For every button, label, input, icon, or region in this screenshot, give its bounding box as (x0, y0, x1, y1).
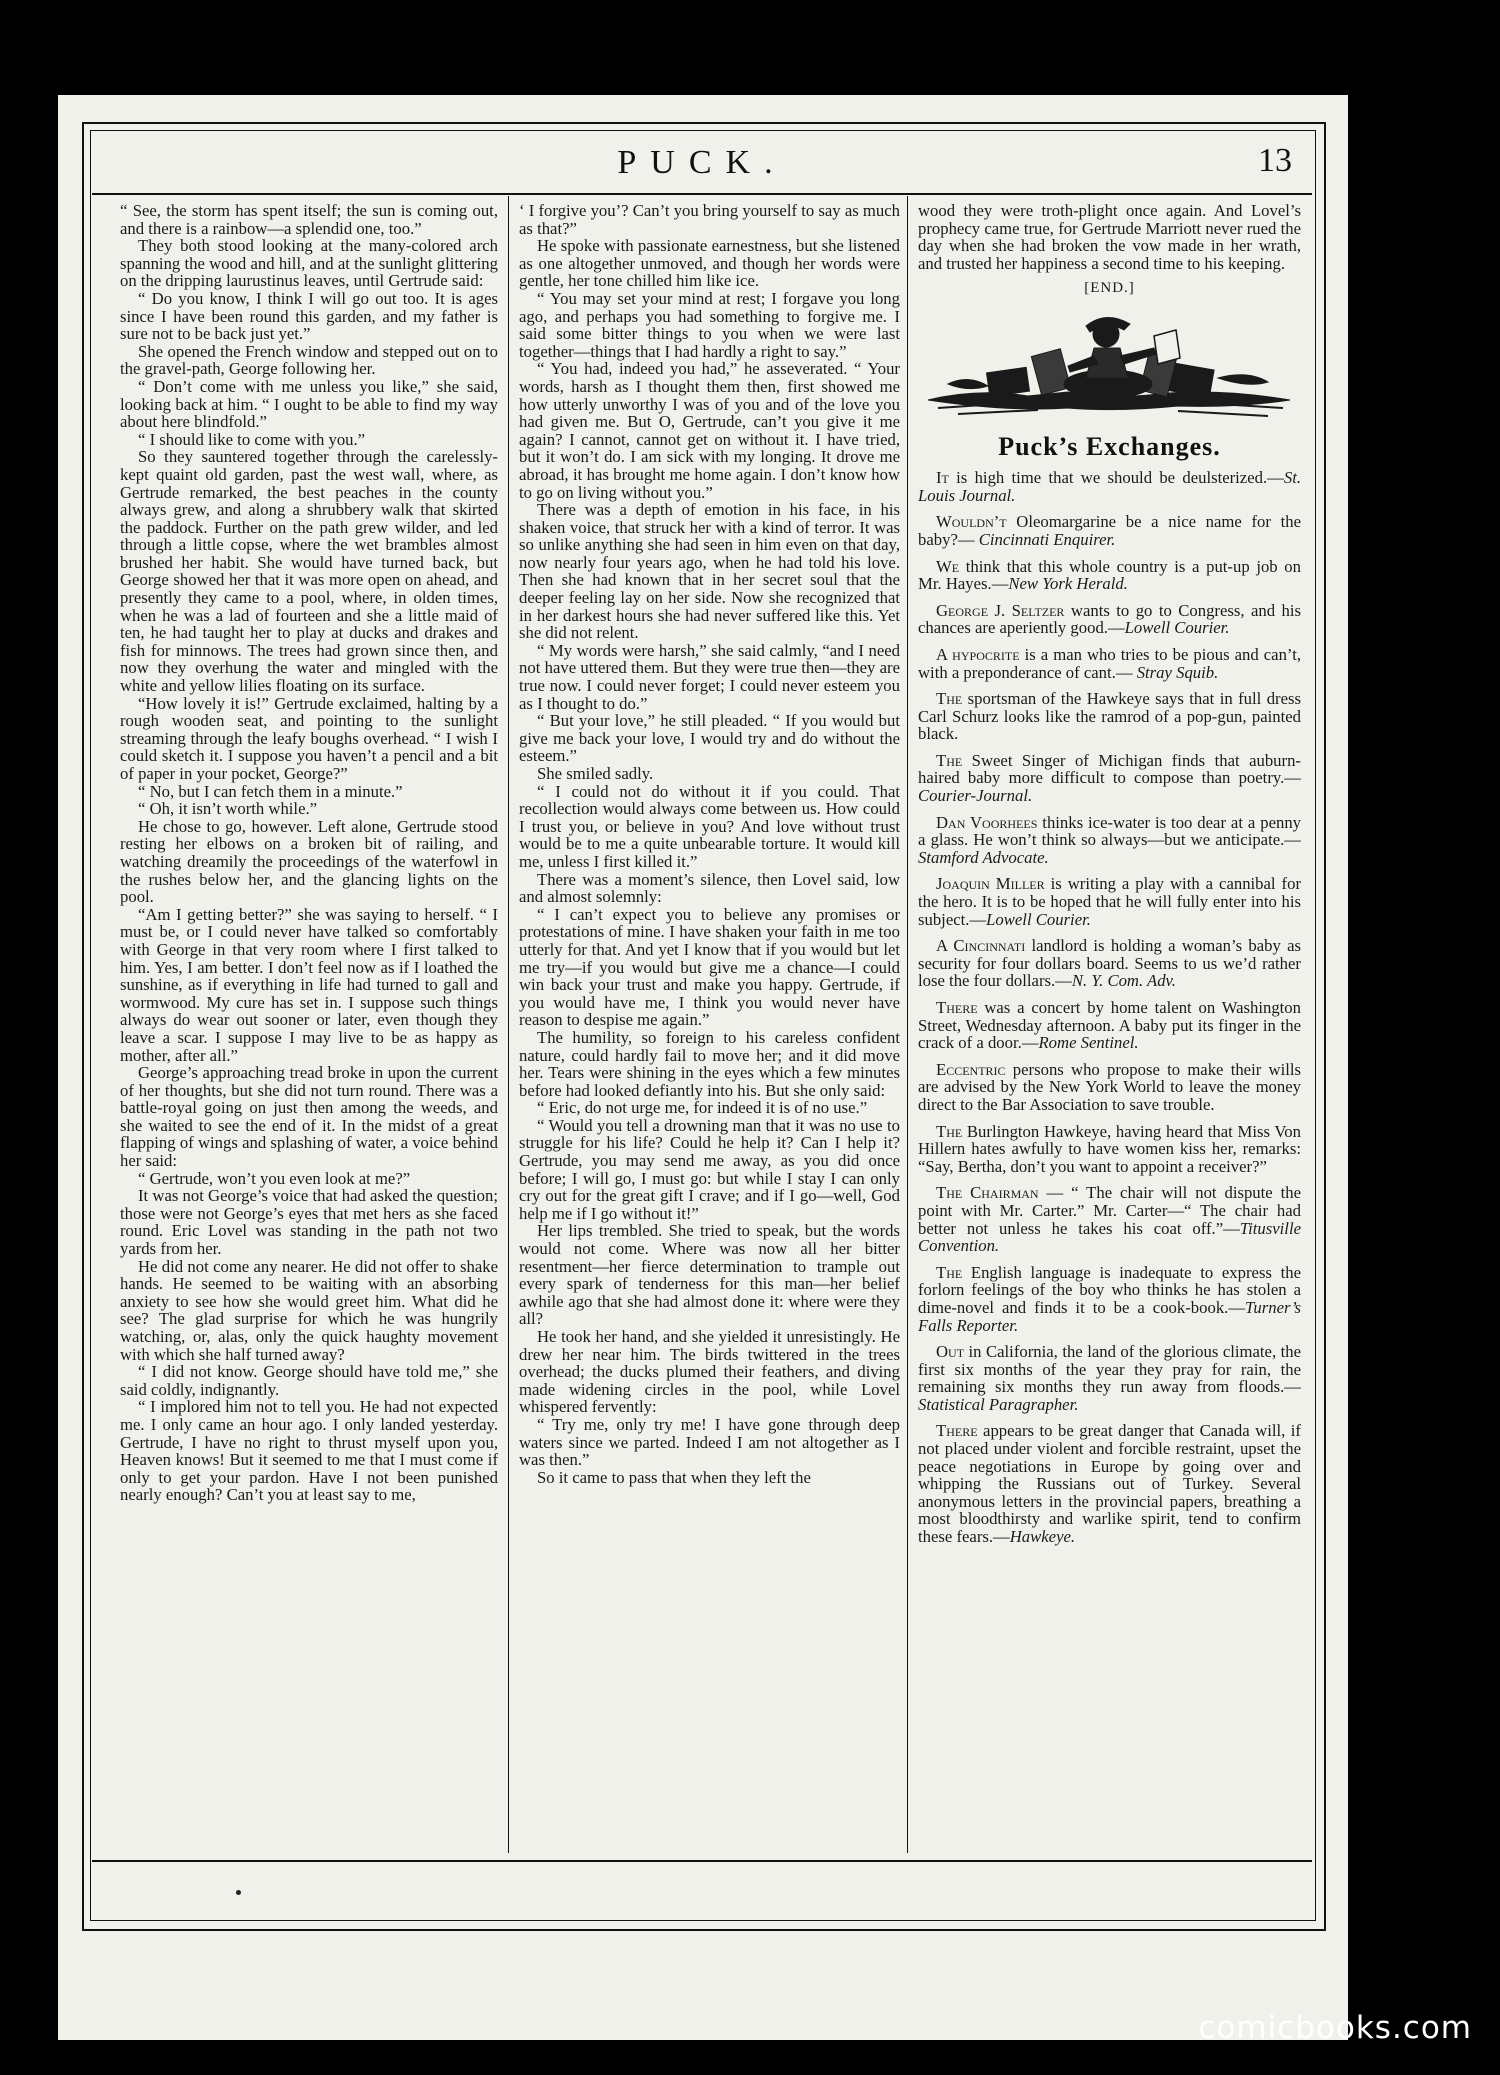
paragraph: “ Eric, do not urge me, for indeed it is of no use.” (537, 1098, 868, 1118)
paragraph: George’s approaching tread broke in upon the current of her thoughts, but she did not turn round. There was a battle-royal going on just then among the weeds, and she waited to see the end of it. In the midst of a great flapping of wings and splashing of water, a voice behind her said: (120, 1063, 498, 1171)
exchange-source: Lowell Courier. (1124, 618, 1230, 638)
exchange-source: N. Y. Com. Adv. (1071, 971, 1176, 991)
exchange-text: Burlington Hawkeye, having heard that Miss Von Hillern hates awfully to have women kiss her, remarks: “Say, Bertha, don’t you want to appoint a receiver?” (918, 1121, 1301, 1176)
exchange-item (918, 602, 1301, 637)
exchange-text: — “ The chair will not dispute the point with Mr. Carter.” Mr. Carter—“ The chair had better not unless he takes his coat off.”— (918, 1183, 1301, 1238)
page-speck (236, 1890, 241, 1895)
footer-rule (92, 1860, 1312, 1862)
paragraph: He did not come any nearer. He did not offer to shake hands. He seemed to be waiting with an absorbing anxiety to see how she would greet him. What did he see? The glad surprise for which he was hungrily watching, or, alas, only the quick haughty movement with which she half turned away? (120, 1256, 498, 1364)
exchange-lead: Wouldn’t (936, 512, 1007, 532)
exchange-source: St. Louis Journal. (918, 468, 1301, 505)
page-number: 13 (1258, 142, 1292, 179)
paragraph: “ I can’t expect you to believe any promises or protestations of mine. I have shaken your faith in me too utterly for that. And yet I know that if you would but let me try—if you would but give me a chance—I could win back your trust and make you happy. Gertrude, if you would have me, I think you would never have reason to despise me again.” (519, 904, 900, 1030)
exchange-text: landlord is holding a woman’s baby as security for four dollars board. Seems to us we’d rather lose the four dollars.— (918, 936, 1301, 991)
exchange-text: persons who propose to make their wills are advised by the New York World to leave the money direct to the Bar Association to save trouble. (918, 1059, 1301, 1114)
exchange-lead: Out (936, 1342, 965, 1362)
story-column-1 (120, 202, 498, 1842)
paragraph: She opened the French window and stepped out on to the gravel-path, George following her. (120, 341, 498, 379)
page-header (92, 138, 1312, 188)
paragraph: Her lips trembled. She tried to speak, but the words would not come. Where was now all her bitter resentment—her fierce determination to trample out every spark of tenderness for this man—her belief awhile ago that she had almost done it: where were they all? (519, 1221, 900, 1329)
exchange-source: Statistical Paragrapher. (918, 1394, 1079, 1414)
exchange-item (918, 558, 1301, 593)
paragraph: “ You had, indeed you had,” he asseverated. “ Your words, harsh as I thought them then, first showed me how utterly unworthy I was of you and of the love you had given me. But O, Gertrude, can’t you give it me again? I cannot, cannot get on without it. I have tried, but it won’t do. I am sick with my longing. It drove me abroad, it has brought me home again. I don’t know how to go on living without you.” (519, 359, 900, 502)
column-divider (508, 196, 509, 1853)
exchange-text: is high time that we should be deulsterized.— (948, 468, 1284, 488)
story-ending: wood they were troth-plight once again. And Lovel’s prophecy came true, for Gertrude Marriott never rued the day when she had broken the vow made in her wrath, and trusted her happiness a second time to his keeping. (918, 202, 1301, 273)
exchange-text: English language is inadequate to express the forlorn feelings of the boy who thinks he has stolen a dime-novel and finds it to be a cook-book.— (918, 1262, 1301, 1317)
exchange-item (918, 937, 1301, 990)
paragraph: “ I should like to come with you.” (138, 429, 366, 449)
paragraph: He took her hand, and she yielded it unresistingly. He drew her near him. The birds twittered in the trees overhead; the ducks plumed their feathers, and diving made widening circles in the pool, while Lovel whispered fervently: (519, 1327, 900, 1417)
exchange-item (918, 999, 1301, 1052)
exchange-text: think that this whole country is a put-up job on Mr. Hayes.— (918, 556, 1301, 594)
paragraph: “ No, but I can fetch them in a minute.” (138, 781, 403, 801)
exchange-lead: The (936, 750, 963, 770)
exchange-text: wants to go to Congress, and his chances are aperiently good.— (918, 600, 1301, 638)
column-divider (907, 196, 908, 1853)
paragraph: He chose to go, however. Left alone, Gertrude stood resting her elbows on a broken bit of railing, and watching dreamily the proceedings of the waterfowl in the rushes below her, and the glancing lights on the pool. (120, 816, 498, 907)
exchange-text: Oleomargarine be a nice name for the baby?— (918, 512, 1301, 549)
exchange-source: Hawkeye. (1009, 1527, 1076, 1547)
exchange-text: appears to be great danger that Canada will, if not placed under violent and forcible restraint, upset the peace negotiations in Europe by going over and whipping the Russians out of Turkey. Several anonymous letters in the provincial papers, breathing a most bloodthirsty and warlike spirit, tend to confirm these fears.— (918, 1421, 1301, 1547)
exchange-lead: The (936, 1121, 963, 1141)
paragraph: So it came to pass that when they left the (537, 1467, 811, 1487)
paragraph: ‘ I forgive you’? Can’t you bring yourself to say as much as that?” (519, 202, 900, 238)
exchange-lead: Joaquin Miller (936, 874, 1045, 894)
exchange-item (918, 1422, 1301, 1545)
exchange-lead: We (936, 556, 960, 576)
paragraph: “ I could not do without it if you could. That recollection would always come between us. How could I trust you, or believe in you? And love without trust would be to me a quite unbearable torture. It would kill me, unless I first killed it.” (519, 781, 900, 871)
exchange-lead: There (936, 1421, 978, 1441)
exchange-item (918, 1264, 1301, 1334)
exchange-lead: The (936, 1262, 963, 1282)
exchange-source: Turner’s Falls Reporter. (918, 1297, 1301, 1335)
paragraph: “ You may set your mind at rest; I forgave you long ago, and perhaps you had something to forgive me. I said some bitter things to you when we were last together—things that I had hardly a right to say.” (519, 288, 900, 361)
story-column-2 (519, 202, 900, 1842)
paragraph: There was a moment’s silence, then Lovel said, low and almost solemnly: (519, 869, 900, 907)
exchange-lead: Eccentric (936, 1059, 1006, 1079)
header-rule (92, 193, 1312, 195)
paragraph: “ Do you know, I think I will go out too. It is ages since I have been round this garden, and my father is sure not to be back just yet.” (120, 288, 498, 344)
paragraph: “Am I getting better?” she was saying to herself. “ I must be, or I could never have talked so comfortably with George in that very room where I first talked to him. Yes, I am better. I don’t feel now as if I loathed the sunshine, as if everything in life had turned to gall and wormwood. My cure has set in. I suppose such things always do wear out sooner or later, even though they leave a scar. I suppose I may live to be as happy as mother, after all.” (120, 904, 498, 1065)
paragraph: “ Gertrude, won’t you even look at me?” (138, 1168, 411, 1188)
exchange-source: New York Herald. (1008, 574, 1128, 594)
paragraph: So they sauntered together through the carelessly-kept quaint old garden, past the west wall, where, as Gertrude remarked, the best peaches in the county always grew, and along a shrubbery walk that skirted the paddock. Further on the path grew wilder, and led through a little copse, where the wet brambles almost brushed her habit. She would have turned back, but George showed her that it was more open on ahead, and presently they came to a pool, where, in olden times, when he was a lad of fourteen and she a little maid of ten, he had taught her to play at ducks and drakes and fish for minnows. The trees had grown since then, and now they overhung the water and mingled with the white and yellow lilies floating on its surface. (120, 447, 498, 696)
paragraph: “How lovely it is!” Gertrude exclaimed, halting by a rough wooden seat, and pointing to the sunlight streaming through the leafy boughs overhead. “ I wish I could sketch it. I suppose you haven’t a pencil and a bit of paper in your pocket, George?” (120, 693, 498, 783)
exchange-item (918, 1061, 1301, 1114)
exchange-source: Cincinnati Enquirer. (978, 529, 1116, 549)
exchange-item (918, 469, 1301, 504)
exchange-source: Courier-Journal. (918, 786, 1033, 806)
exchange-item (918, 752, 1301, 805)
exchange-item (918, 513, 1301, 548)
paragraph: They both stood looking at the many-colored arch spanning the wood and hill, and at the sunlight glittering on the dripping laurustinus leaves, until Gertrude said: (120, 236, 498, 291)
exchange-text: Sweet Singer of Michigan finds that auburn-haired baby more difficult to compose than poetry.— (918, 750, 1301, 788)
exchange-text: in California, the land of the glorious climate, the first six months of the year they pray for rain, the remaining six months they run away from floods.— (918, 1342, 1301, 1397)
paragraph: He spoke with passionate earnestness, but she listened as one altogether unmoved, and though her words were gentle, her tone chilled him like ice. (519, 236, 900, 291)
exchanges-list (918, 469, 1301, 1545)
paragraph: “ Don’t come with me unless you like,” she said, looking back at him. “ I ought to be able to find my way about here blindfold.” (120, 376, 498, 432)
column-3 (918, 202, 1301, 1842)
paragraph: “ I did not know. George should have told me,” she said coldly, indignantly. (120, 1362, 498, 1399)
paragraph: The humility, so foreign to his careless confident nature, could hardly fail to move her; and it did move her. Tears were shining in the eyes which a few minutes before had looked defiantly into his. But she only said: (519, 1027, 900, 1100)
paragraph: “ I implored him not to tell you. He had not expected me. I only came an hour ago. I only landed yesterday. Gertrude, I have no right to thrust myself upon you, Heaven knows! But it seemed to me that I must come if only to get your pardon. Have I not been punished nearly enough? Can’t you at least say to me, (120, 1397, 498, 1505)
watermark-text: comicbooks.com (1198, 2010, 1472, 2046)
exchange-source: Rome Sentinel. (1038, 1033, 1139, 1053)
exchange-lead: George J. Seltzer (936, 600, 1065, 620)
exchange-text: is writing a play with a cannibal for the hero. It is to be hoped that he will fully enter into his subject.— (918, 874, 1301, 929)
puck-vignette-illustration (918, 308, 1301, 428)
exchange-item (918, 690, 1301, 743)
exchange-text: is a man who tries to be pious and can’t, with a preponderance of cant.— (918, 644, 1301, 682)
exchange-item (918, 646, 1301, 681)
exchange-lead: It (936, 468, 949, 488)
exchange-item (918, 1343, 1301, 1413)
exchange-item (918, 875, 1301, 928)
exchange-lead: A Cincinnati (936, 936, 1026, 956)
exchanges-heading: Puck’s Exchanges. (998, 431, 1221, 461)
end-mark: [END.] (1084, 280, 1135, 297)
exchange-text: thinks ice-water is too dear at a penny a glass. He won’t think so always—but we anticipate.— (918, 812, 1301, 850)
exchange-source: Stamford Advocate. (918, 847, 1049, 867)
exchange-lead: A hypocrite (936, 644, 1020, 664)
exchange-source: Stray Squib. (1136, 662, 1219, 682)
exchange-text: sportsman of the Hawkeye says that in full dress Carl Schurz looks like the ramrod of a pop-gun, painted black. (918, 689, 1301, 744)
paragraph: “ Would you tell a drowning man that it was no use to struggle for his life? Could he help it? Can I help it? Gertrude, you may send me away, as you did once before; I will go, I must go: but while I stay I can only cry out for the great gift I crave; and if I go—well, God help me if I go without it!” (519, 1115, 900, 1223)
paragraph: “ Try me, only try me! I have gone through deep waters since we parted. Indeed I am not altogether as I was then.” (519, 1414, 900, 1470)
masthead-title: PUCK. (617, 144, 787, 181)
exchange-lead: There (936, 998, 978, 1017)
exchange-item (918, 814, 1301, 867)
exchange-lead: Dan Voorhees (936, 812, 1038, 832)
paragraph: “ See, the storm has spent itself; the sun is coming out, and there is a rainbow—a splendid one, too.” (120, 202, 498, 238)
exchange-item (918, 1123, 1301, 1176)
paragraph: “ Oh, it isn’t worth while.” (138, 799, 318, 819)
paragraph: She smiled sadly. (537, 764, 654, 783)
exchange-source: Lowell Courier. (986, 909, 1091, 929)
paragraph: “ But your love,” he still pleaded. “ If you would but give me back your love, I would try and do without the esteem.” (519, 711, 900, 766)
paragraph: “ My words were harsh,” she said calmly, “and I need not have uttered them. But they were true then—they are true now. I could never forget; I could never esteem you as I thought to do.” (519, 640, 900, 713)
paragraph: It was not George’s voice that had asked the question; those were not George’s eyes that met hers as she faced round. Eric Lovel was standing in the path not two yards from her. (120, 1186, 498, 1259)
exchange-text: was a concert by home talent on Washington Street, Wednesday afternoon. A baby put its finger in the crack of a door.— (918, 998, 1301, 1053)
exchange-lead: The Chairman (936, 1183, 1039, 1203)
paragraph: There was a depth of emotion in his face, in his shaken voice, that struck her with a kind of terror. It was so unlike anything she had seen in him even on that day, now nearly four years ago, when he had told his love. Then she had known that in her secret soul that the deeper feeling lay on her side. Now she recognized that in her darkest hours she had never suffered like this. Yet she did not relent. (519, 500, 900, 643)
exchange-source: Titusville Convention. (918, 1218, 1301, 1256)
exchange-item (918, 1184, 1301, 1254)
exchange-lead: The (936, 689, 963, 709)
